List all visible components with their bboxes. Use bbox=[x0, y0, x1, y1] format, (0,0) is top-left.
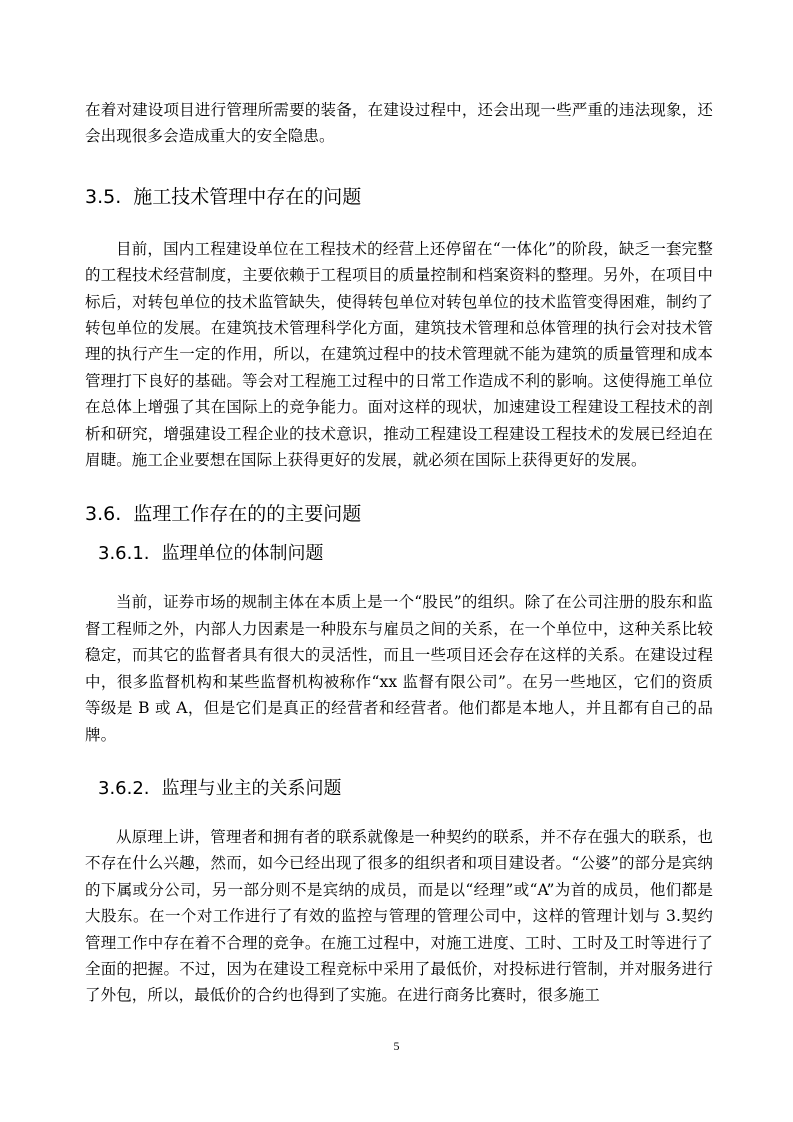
subsection-heading-3-6-2 bbox=[85, 776, 713, 802]
section-number: 3.6. bbox=[85, 503, 122, 526]
subsection-title: 监理单位的体制问题 bbox=[161, 543, 324, 565]
section-title: 施工技术管理中存在的问题 bbox=[133, 185, 362, 208]
page-content bbox=[85, 97, 713, 1009]
section-number: 3.5. bbox=[85, 185, 122, 208]
subsection-heading-3-6-1 bbox=[85, 541, 713, 567]
tech-management-paragraph: 目前，国内工程建设单位在工程技术的经营上还停留在“一体化”的阶段，缺乏一套完整的工程技术经营制度，主要依赖于工程项目的质量控制和档案资料的整理。另外，在项目中标后，对转包单位的技术监管缺失，使得转包单位对转包单位的技术监管变得困难，制约了转包单位的发展。在建筑技术管理科学化方面，建筑技术管理和总体管理的执行会对技术管理的执行产生一定的作用，所以，在建筑过程中的技术管理就不能为建筑的质量管理和成本管理打下良好的基础。等会对工程施工过程中的日常工作造成不利的影响。这使得施工单位在总体上增强了其在国际上的竞争能力。面对这样的现状，加速建设工程建设工程技术的剖析和研究，增强建设工程企业的技术意识，推动工程建设工程建设工程技术的发展已经迫在眉睫。施工企业要想在国际上获得更好的发展，就必须在国际上获得更好的发展。 bbox=[85, 239, 713, 470]
page-number: 5 bbox=[393, 1039, 400, 1053]
intro-paragraph: 在着对建设项目进行管理所需要的装备，在建设过程中，还会出现一些严重的违法现象，还会出现很多会造成重大的安全隐患。 bbox=[85, 101, 713, 146]
section-heading-3-5 bbox=[85, 184, 713, 210]
subsection-number: 3.6.1. bbox=[98, 543, 150, 565]
subsection-number: 3.6.2. bbox=[98, 777, 150, 799]
section-heading-3-6 bbox=[85, 501, 713, 527]
owner-relation-paragraph: 从原理上讲，管理者和拥有者的联系就像是一种契约的联系，并不存在强大的联系，也不存在什么兴趣，然而，如今已经出现了很多的组织者和项目建设者。“公婆”的部分是宾纳的下属或分公司，另一部分则不是宾纳的成员，而是以“经理”或“A”为首的成员，他们都是大股东。在一个对工作进行了有效的监控与管理的管理公司中，这样的管理计划与 3.契约管理工作中存在着不合理的竞争。在施工过程中，对施工进度、工时、工时及工时等进行了全面的把握。不过，因为在建设工程竞标中采用了最低价，对投标进行管制，并对服务进行了外包，所以，最低价的合约也得到了实施。在进行商务比赛时，很多施工 bbox=[85, 827, 713, 1005]
unit-system-paragraph: 当前，证券市场的规制主体在本质上是一个“股民”的组织。除了在公司注册的股东和监督工程师之外，内部人力因素是一种股东与雇员之间的关系，在一个单位中，这种关系比较稳定，而其它的监督者具有很大的灵活性，而且一些项目还会存在这样的关系。在建设过程中，很多监督机构和某些监督机构被称作“xx 监督有限公司”。在另一些地区，它们的资质等级是 B 或 A，但是它们是真正的经营者和经营者。他们都是本地人，并且都有自己的品牌。 bbox=[85, 593, 713, 744]
subsection-title: 监理与业主的关系问题 bbox=[161, 777, 342, 799]
section-title: 监理工作存在的的主要问题 bbox=[133, 503, 362, 526]
